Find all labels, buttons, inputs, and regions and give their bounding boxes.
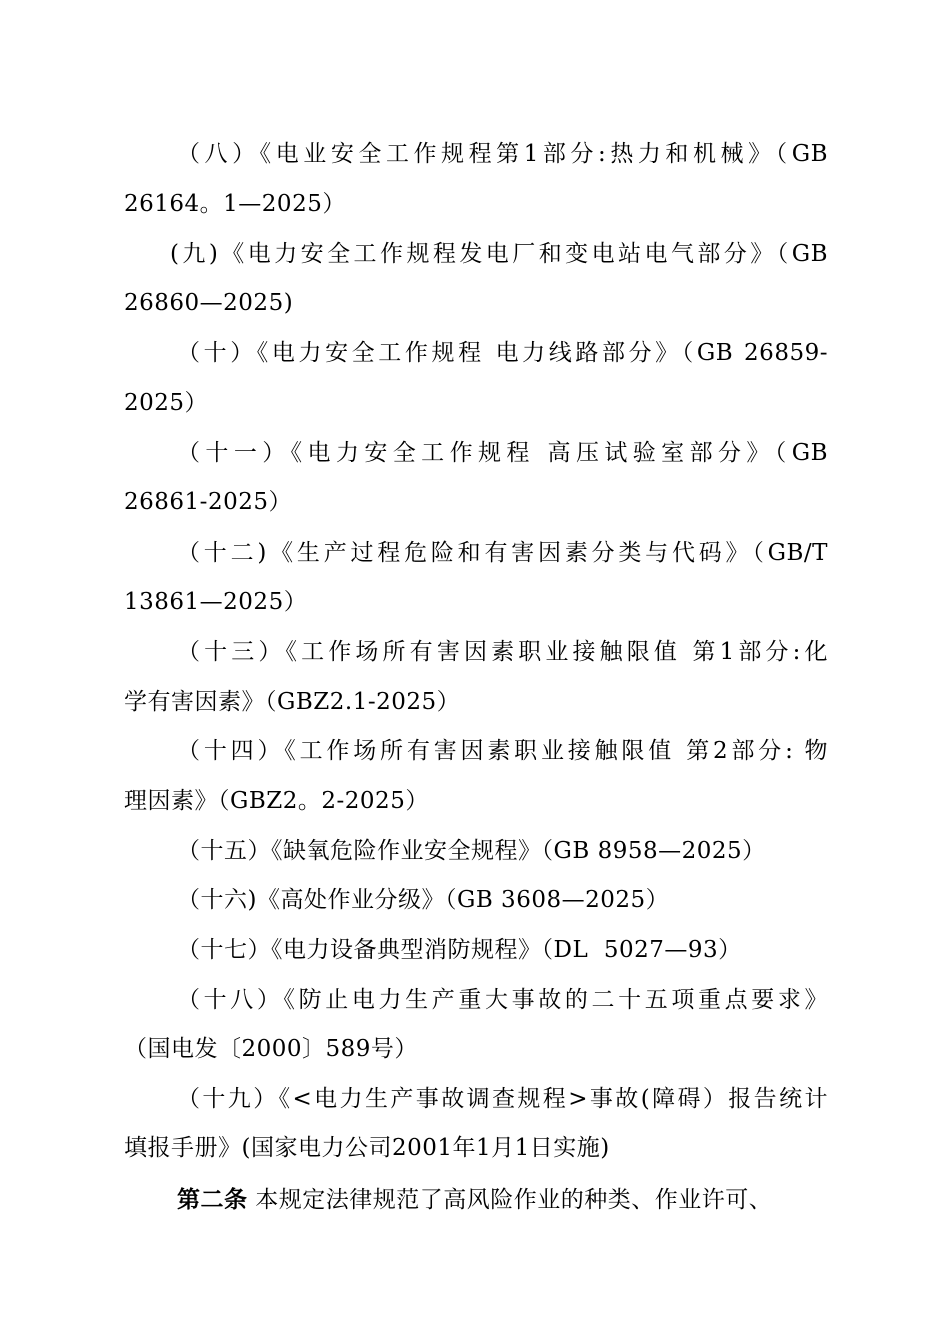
paragraph-item-10-line-1: （十）《电力安全工作规程 电力线路部分》（GB 26859- bbox=[177, 340, 828, 366]
paragraph-item-15: （十五）《缺氧危险作业安全规程》（GB 8958—2025） bbox=[177, 838, 766, 864]
paragraph-item-11-line-2: 26861-2025） bbox=[124, 489, 292, 515]
paragraph-item-18-line-2: （国电发〔2000〕589号） bbox=[124, 1036, 418, 1062]
paragraph-item-19-line-2: 填报手册》(国家电力公司2001年1月1日实施) bbox=[124, 1135, 610, 1161]
paragraph-item-17: （十七）《电力设备典型消防规程》（DL 5027—93） bbox=[177, 937, 742, 963]
article-text: 本规定法律规范了高风险作业的种类、作业许可、 bbox=[247, 1187, 773, 1213]
paragraph-item-12-line-1: （十二)《生产过程危险和有害因素分类与代码》（GB/T bbox=[177, 540, 828, 566]
article-two-paragraph bbox=[0, 1180, 950, 1220]
paragraph-item-12-line-2: 13861—2025） bbox=[124, 589, 308, 615]
paragraph-item-11-line-1: （十一）《电力安全工作规程 高压试验室部分》（GB bbox=[177, 440, 828, 466]
paragraph-item-19-line-1: （十九）《<电力生产事故调查规程>事故(障碍）报告统计 bbox=[177, 1086, 828, 1112]
paragraph-item-16: （十六)《高处作业分级》（GB 3608—2025） bbox=[177, 887, 670, 913]
paragraph-item-13-line-2: 学有害因素》（GBZ2.1-2025） bbox=[124, 689, 461, 715]
paragraph-item-8-line-1: （八）《电业安全工作规程第1部分:热力和机械》（GB bbox=[177, 141, 828, 167]
paragraph-item-9-line-2: 26860—2025) bbox=[124, 290, 294, 316]
paragraph-item-10-line-2: 2025） bbox=[124, 390, 209, 416]
paragraph-item-14-line-2: 理因素》（GBZ2。2-2025） bbox=[124, 788, 429, 814]
paragraph-item-14-line-1: （十四）《工作场所有害因素职业接触限值 第2部分: 物 bbox=[177, 738, 828, 764]
article-number: 第二条 bbox=[177, 1187, 248, 1213]
paragraph-item-8-line-2: 26164。1—2025） bbox=[124, 191, 346, 217]
paragraph-item-13-line-1: （十三）《工作场所有害因素职业接触限值 第1部分:化 bbox=[177, 639, 828, 665]
paragraph-item-9-line-1: (九)《电力安全工作规程发电厂和变电站电气部分》（GB bbox=[170, 241, 828, 267]
paragraph-item-18-line-1: （十八）《防止电力生产重大事故的二十五项重点要求》 bbox=[177, 987, 828, 1013]
